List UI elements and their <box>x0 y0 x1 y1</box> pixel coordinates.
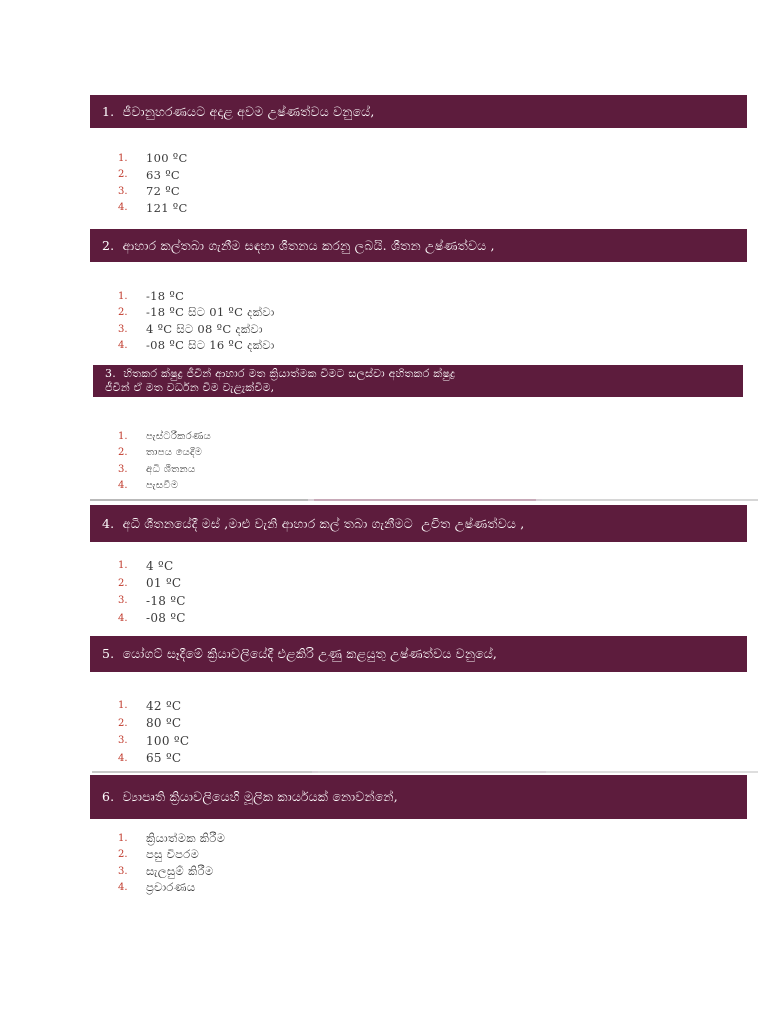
option-number: 4. <box>118 480 128 492</box>
divider-segment <box>92 771 312 773</box>
option-5-2[interactable] <box>118 715 189 733</box>
option-text: තාපය යෙදීම <box>146 447 203 459</box>
option-text: 4 ºC සිට 08 ºC දක්වා <box>146 321 263 336</box>
question-4-header <box>90 505 747 542</box>
section-divider <box>90 499 758 501</box>
option-text: පැසවීම <box>146 480 179 492</box>
question-5-text: 5. යෝගට් සෑදීමේ ක්‍රියාවලියේදී එළකිරි උණු කළයුතු උෂ්ණත්වය වනුයේ, <box>102 646 498 661</box>
option-6-4[interactable] <box>118 880 225 897</box>
option-text: ප්‍රචාරණය <box>146 880 196 895</box>
option-text: -18 ºC සිට 01 ºC දක්වා <box>146 305 275 320</box>
option-text: 80 ºC <box>146 716 182 731</box>
question-6-options <box>118 830 225 896</box>
option-3-1[interactable] <box>118 428 211 445</box>
option-text: අධි ශීතනය <box>146 463 196 475</box>
option-text: -08 ºC <box>146 611 186 626</box>
option-number: 3. <box>118 185 128 197</box>
option-text: -08 ºC සිට 16 ºC දක්වා <box>146 338 275 353</box>
option-number: 3. <box>118 595 128 607</box>
option-text: 100 ºC <box>146 733 190 748</box>
question-2-text: 2. ආහාර කල්තබා ගැනීම සඳහා ශීතනය කරනු ලබයි. ශීතන උෂ්ණත්වය , <box>102 237 495 253</box>
option-2-1[interactable] <box>118 288 275 305</box>
option-text: 42 ºC <box>146 698 182 713</box>
option-5-4[interactable] <box>118 750 189 768</box>
option-4-3[interactable] <box>118 592 186 610</box>
option-3-2[interactable] <box>118 445 211 462</box>
option-text: ක්‍රියාත්මක කිරීම <box>146 830 226 845</box>
option-2-2[interactable] <box>118 305 275 322</box>
option-text: පසු විපරම <box>146 847 200 862</box>
question-2-options <box>118 288 275 354</box>
option-text: 72 ºC <box>146 184 180 199</box>
section-divider <box>92 771 758 773</box>
question-5-header <box>90 636 747 672</box>
option-number: 2. <box>118 447 128 459</box>
option-number: 3. <box>118 865 128 877</box>
divider-segment <box>90 499 308 501</box>
option-number: 2. <box>118 307 128 319</box>
divider-segment <box>314 499 536 501</box>
option-number: 2. <box>118 849 128 861</box>
option-number: 2. <box>118 169 128 181</box>
question-4-text: 4. අධි ශීතනයේදී මස් ,මාළු වැනි ආහාර කල් තබා ගැනීමට උචිත උෂ්ණත්වය , <box>102 515 525 531</box>
divider-segment <box>318 771 540 773</box>
option-3-3[interactable] <box>118 461 211 478</box>
question-1-header <box>90 95 747 128</box>
question-4-options <box>118 557 186 627</box>
question-3-header <box>93 365 743 397</box>
option-text: පැස්ටරීකරණය <box>146 430 211 442</box>
option-4-1[interactable] <box>118 557 186 575</box>
option-number: 4. <box>118 612 128 624</box>
option-6-2[interactable] <box>118 847 225 864</box>
option-number: 4. <box>118 882 128 894</box>
question-1-text: 1. ජීවානුහරණයට අදාළ අවම උෂ්ණත්වය වනුයේ, <box>102 103 375 119</box>
option-text: 63 ºC <box>146 167 180 182</box>
option-3-4[interactable] <box>118 478 211 495</box>
option-number: 1. <box>118 560 128 572</box>
option-5-3[interactable] <box>118 732 189 750</box>
option-text: 65 ºC <box>146 751 182 766</box>
option-number: 4. <box>118 340 128 352</box>
question-3-text: 3. හිතකර ක්ෂුද්‍ර ජීවීන් ආහාර මත ක්‍රියාත්මක වීමට සලස්වා අහිතකර ක්ෂුද්‍ර ජීවීන් ඒ මත වර්ධන වීම වැළැක්වීම, <box>105 367 456 394</box>
option-6-1[interactable] <box>118 830 225 847</box>
option-4-2[interactable] <box>118 575 186 593</box>
option-number: 3. <box>118 463 128 475</box>
option-1-4[interactable] <box>118 200 188 217</box>
question-6-text: 6. ව්‍යාපෘති ක්‍රියාවලියෙහි මූලික කාර්යයක් නොවන්නේ, <box>102 789 398 804</box>
option-2-3[interactable] <box>118 321 275 338</box>
option-text: සැලසුම් කිරීම <box>146 863 214 878</box>
option-text: 121 ºC <box>146 200 188 215</box>
option-number: 2. <box>118 577 128 589</box>
option-number: 1. <box>118 290 128 302</box>
option-number: 4. <box>118 752 128 764</box>
option-number: 3. <box>118 735 128 747</box>
option-text: -18 ºC <box>146 289 185 304</box>
option-5-1[interactable] <box>118 697 189 715</box>
option-1-3[interactable] <box>118 183 188 200</box>
option-text: -18 ºC <box>146 593 186 608</box>
divider-segment <box>542 499 758 501</box>
question-1-options <box>118 150 188 216</box>
option-number: 1. <box>118 832 128 844</box>
option-text: 100 ºC <box>146 151 188 166</box>
option-number: 4. <box>118 202 128 214</box>
option-number: 1. <box>118 152 128 164</box>
question-2-header <box>90 229 747 262</box>
question-3-options <box>118 428 211 494</box>
question-6-header <box>90 775 747 819</box>
option-text: 4 ºC <box>146 558 174 573</box>
option-number: 1. <box>118 700 128 712</box>
option-4-4[interactable] <box>118 610 186 628</box>
option-2-4[interactable] <box>118 338 275 355</box>
option-number: 1. <box>118 430 128 442</box>
divider-segment <box>546 771 758 773</box>
option-text: 01 ºC <box>146 576 182 591</box>
option-number: 3. <box>118 323 128 335</box>
option-number: 2. <box>118 717 128 729</box>
question-5-options <box>118 697 189 767</box>
option-1-2[interactable] <box>118 167 188 184</box>
option-6-3[interactable] <box>118 863 225 880</box>
option-1-1[interactable] <box>118 150 188 167</box>
